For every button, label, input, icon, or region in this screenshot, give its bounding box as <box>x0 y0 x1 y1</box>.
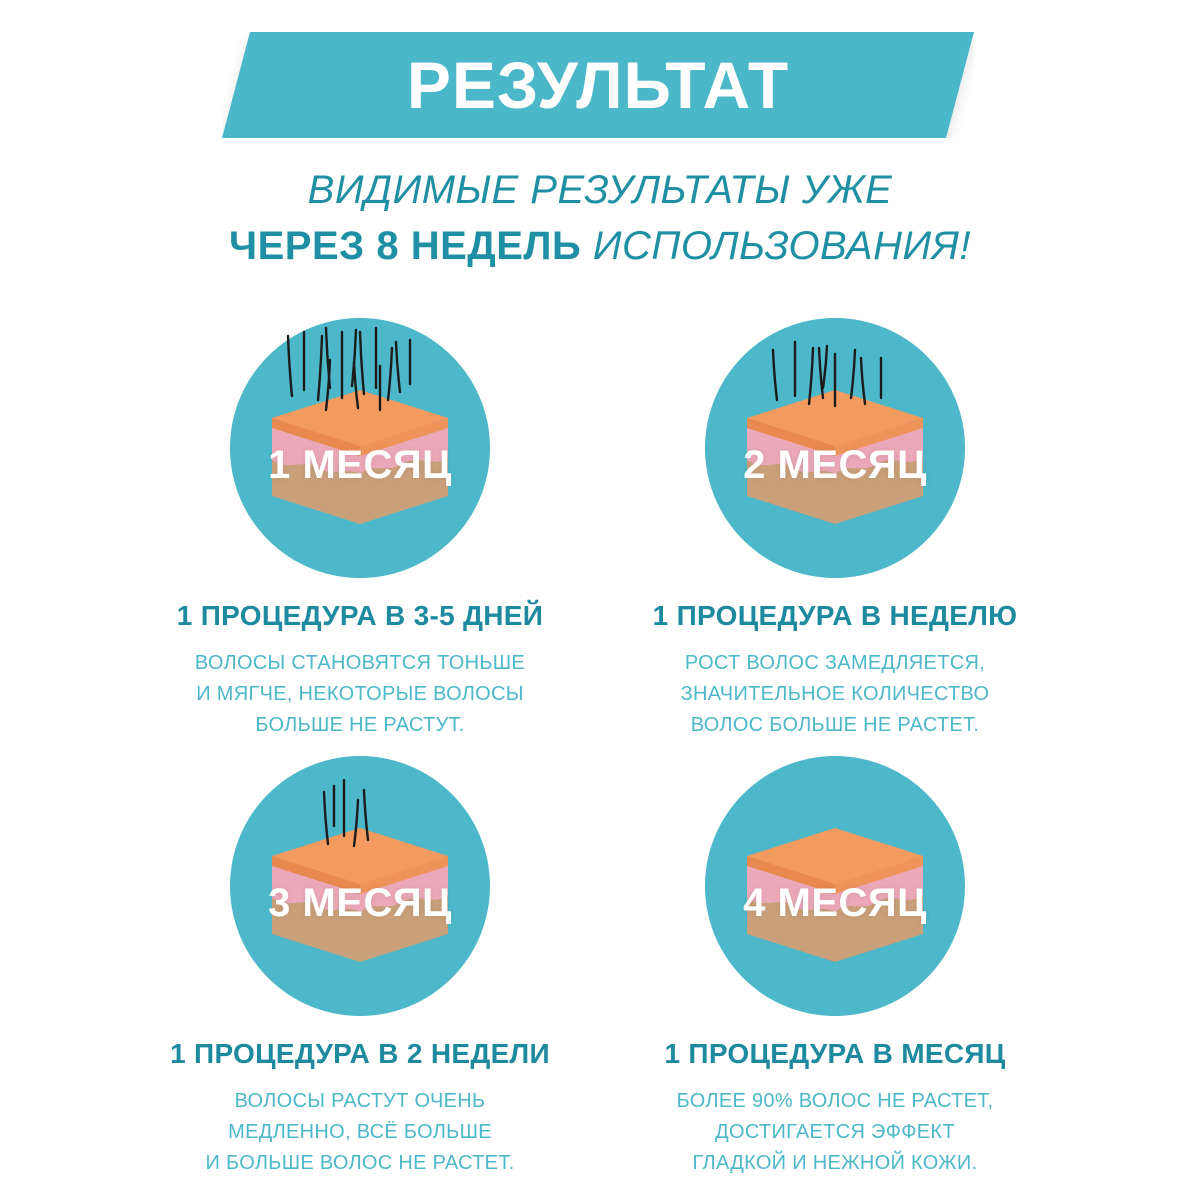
stage-circle <box>230 756 490 1016</box>
title-banner <box>222 32 974 138</box>
stage-card-3 <box>130 756 630 1176</box>
month-label: 2 МЕСЯЦ <box>743 443 927 487</box>
page-title: РЕЗУЛЬТАТ <box>406 48 790 122</box>
description-line: ВОЛОС БОЛЬШЕ НЕ РАСТЕТ. <box>690 714 980 736</box>
procedure-frequency: 1 ПРОЦЕДУРА В 3-5 ДНЕЙ <box>176 600 544 631</box>
description-line: ВОЛОСЫ СТАНОВЯТСЯ ТОНЬШЕ <box>194 652 526 674</box>
stage-description <box>585 648 1085 741</box>
month-label: 1 МЕСЯЦ <box>268 443 452 487</box>
description-line: И МЯГЧЕ, НЕКОТОРЫЕ ВОЛОСЫ <box>196 683 524 705</box>
description-line: БОЛЕЕ 90% ВОЛОС НЕ РАСТЕТ, <box>676 1090 994 1112</box>
procedure-frequency: 1 ПРОЦЕДУРА В 2 НЕДЕЛИ <box>170 1038 550 1069</box>
month-label: 4 МЕСЯЦ <box>743 881 927 925</box>
stage-description <box>110 1086 610 1179</box>
description-line: ГЛАДКОЙ И НЕЖНОЙ КОЖИ. <box>692 1152 978 1174</box>
month-label: 3 МЕСЯЦ <box>268 881 452 925</box>
stage-description <box>110 648 610 741</box>
procedure-frequency: 1 ПРОЦЕДУРА В МЕСЯЦ <box>664 1038 1006 1069</box>
stage-circle <box>230 318 490 578</box>
subtitle-tail: ИСПОЛЬЗОВАНИЯ! <box>592 224 971 268</box>
description-line: ЗНАЧИТЕЛЬНОЕ КОЛИЧЕСТВО <box>680 683 990 705</box>
description-line: И БОЛЬШЕ ВОЛОС НЕ РАСТЕТ. <box>205 1152 515 1174</box>
stage-card-1 <box>130 318 630 738</box>
subtitle-emphasis: ЧЕРЕЗ 8 НЕДЕЛЬ <box>229 224 582 268</box>
stage-description <box>585 1086 1085 1179</box>
stage-card-4 <box>605 756 1105 1176</box>
subtitle-line-1: ВИДИМЫЕ РЕЗУЛЬТАТЫ УЖЕ <box>307 168 893 212</box>
subtitle-line-2 <box>0 224 1200 269</box>
procedure-frequency: 1 ПРОЦЕДУРА В НЕДЕЛЮ <box>652 600 1018 631</box>
stage-circle <box>705 756 965 1016</box>
description-line: РОСТ ВОЛОС ЗАМЕДЛЯЕТСЯ, <box>684 652 986 674</box>
stage-card-2 <box>605 318 1105 738</box>
description-line: ВОЛОСЫ РАСТУТ ОЧЕНЬ <box>234 1090 486 1112</box>
description-line: ДОСТИГАЕТСЯ ЭФФЕКТ <box>715 1121 955 1143</box>
description-line: МЕДЛЕННО, ВСЁ БОЛЬШЕ <box>228 1121 492 1143</box>
stage-circle <box>705 318 965 578</box>
description-line: БОЛЬШЕ НЕ РАСТУТ. <box>255 714 465 736</box>
